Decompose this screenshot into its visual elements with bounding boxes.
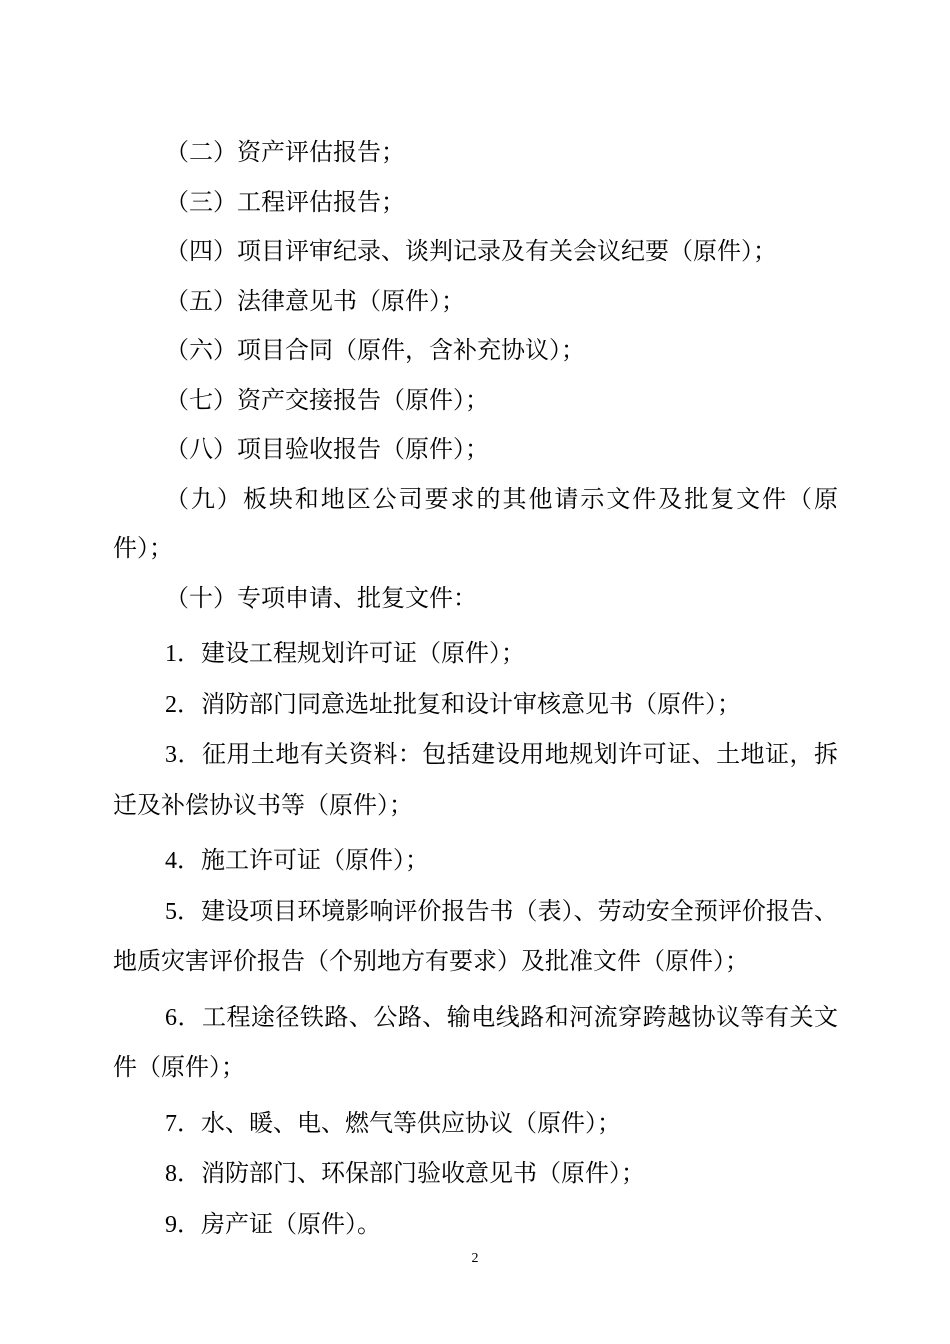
list-item: （九）板块和地区公司要求的其他请示文件及批复文件（原件）；: [113, 484, 838, 562]
list-item: （八）项目验收报告（原件）；: [165, 435, 489, 463]
sub-item-number: 3．: [165, 742, 202, 768]
sub-item-text: 征用土地有关资料：包括建设用地规划许可证、土地证，拆迁及补偿协议书等（原件）；: [113, 740, 839, 819]
sub-item-text: 建设工程规划许可证（原件）；: [201, 639, 525, 667]
sub-list-item: [113, 993, 838, 1093]
sub-item-text: 建设项目环境影响评价报告书（表）、劳动安全预评价报告、地质灾害评价报告（个别地方有要求）及批准文件（原件）；: [113, 896, 839, 975]
sub-list-item: [113, 1200, 838, 1251]
sub-list-item: [113, 730, 838, 830]
sub-item-number: 7．: [165, 1110, 201, 1137]
list-item: （六）项目合同（原件，含补充协议）；: [165, 336, 585, 364]
sub-list-item: [113, 836, 838, 887]
sub-item-text: 工程途径铁路、公路、输电线路和河流穿跨越协议等有关文件（原件）；: [113, 1002, 839, 1081]
sub-list-item: [113, 629, 838, 680]
sub-list-item: [113, 887, 838, 987]
list-item: （十）专项申请、批复文件：: [165, 583, 477, 612]
sub-item-number: 2．: [165, 691, 201, 718]
sub-item-number: 1．: [165, 641, 201, 667]
sub-item-text: 房产证（原件）。: [201, 1209, 381, 1238]
sub-item-text: 消防部门同意选址批复和设计审核意见书（原件）；: [201, 689, 741, 718]
list-item: （四）项目评审纪录、谈判记录及有关会议纪要（原件）；: [165, 237, 777, 265]
list-item: （五）法律意见书（原件）；: [165, 286, 465, 315]
sub-item-number: 9．: [165, 1211, 201, 1238]
list-item: （二）资产评估报告；: [165, 138, 405, 166]
document-body: [113, 128, 838, 1250]
sub-list-item: [113, 680, 838, 731]
sub-list-item: [113, 1099, 838, 1150]
sub-item-number: 4．: [165, 848, 201, 874]
page-number: 2: [471, 1251, 479, 1266]
sub-item-text: 消防部门、环保部门验收意见书（原件）；: [201, 1159, 645, 1187]
sub-item-text: 施工许可证（原件）；: [201, 846, 429, 874]
sub-item-number: 6．: [165, 1004, 202, 1031]
sub-list-item: [113, 1149, 838, 1200]
list-item: （七）资产交接报告（原件）；: [165, 385, 489, 414]
sub-item-text: 水、暖、电、燃气等供应协议（原件）；: [201, 1108, 621, 1137]
list-item: （三）工程评估报告；: [165, 187, 405, 216]
sub-item-number: 5．: [165, 898, 202, 925]
sub-item-number: 8．: [165, 1161, 201, 1187]
